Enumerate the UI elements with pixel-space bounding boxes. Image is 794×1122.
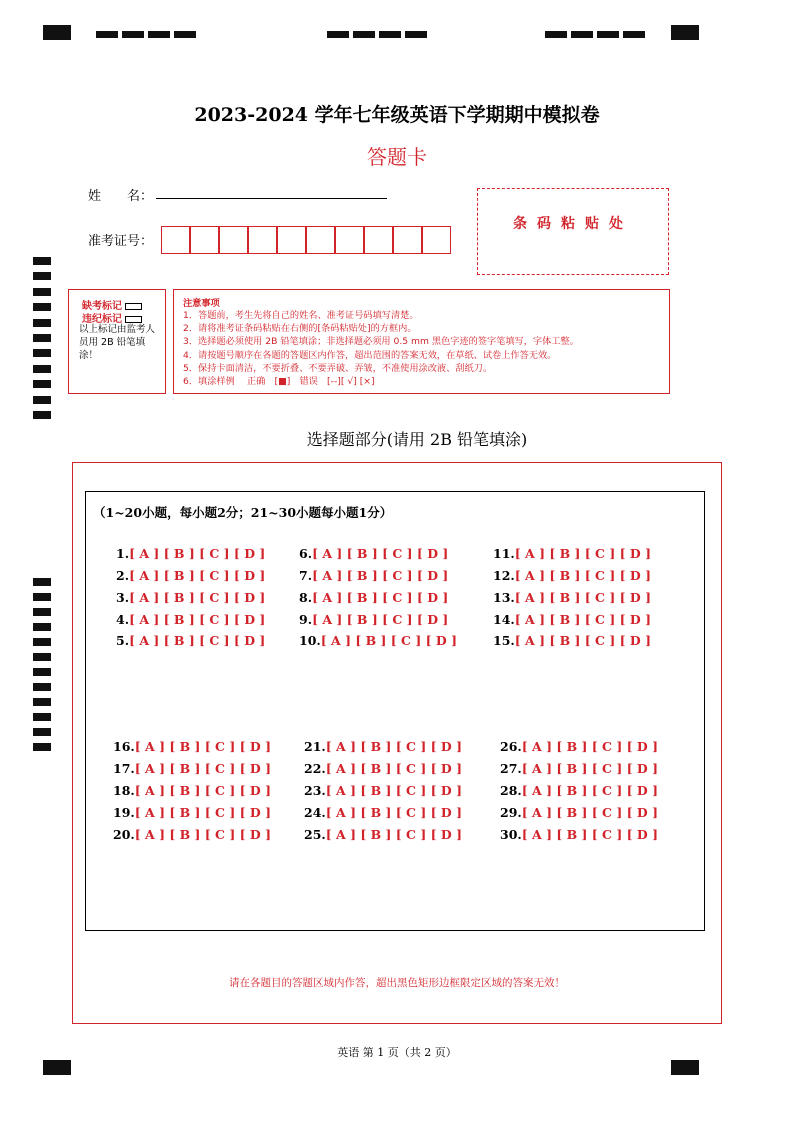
exam-id-digit-box[interactable] [248, 226, 277, 254]
question-row[interactable] [500, 739, 658, 754]
violation-checkbox[interactable] [125, 316, 142, 323]
question-row[interactable] [304, 827, 462, 842]
question-row[interactable] [299, 633, 457, 648]
timing-mark [33, 319, 51, 327]
answer-options[interactable]: [ A ] [ B ] [ C ] [ D ] [312, 568, 449, 583]
question-row[interactable] [116, 546, 265, 561]
timing-mark [33, 365, 51, 373]
timing-mark [33, 713, 51, 721]
timing-mark [33, 623, 51, 631]
corner-mark-top-right [671, 25, 699, 40]
question-number: 5. [116, 633, 130, 648]
exam-id-digit-box[interactable] [219, 226, 248, 254]
notice-box [173, 289, 670, 394]
timing-mark [174, 31, 196, 38]
absent-checkbox[interactable] [125, 303, 142, 310]
exam-id-digit-box[interactable] [393, 226, 422, 254]
question-row[interactable] [493, 568, 651, 583]
question-row[interactable] [113, 739, 271, 754]
question-row[interactable] [299, 546, 448, 561]
answer-options[interactable]: [ A ] [ B ] [ C ] [ D ] [325, 827, 462, 842]
question-number: 27. [500, 761, 522, 776]
question-number: 14. [493, 612, 515, 627]
question-row[interactable] [500, 827, 658, 842]
answer-options[interactable]: [ A ] [ B ] [ C ] [ D ] [134, 805, 271, 820]
corner-mark-bottom-right [671, 1060, 699, 1075]
notice-heading: 注意事项 [183, 298, 220, 309]
answer-options[interactable]: [ A ] [ B ] [ C ] [ D ] [129, 568, 266, 583]
question-number: 4. [116, 612, 130, 627]
question-row[interactable] [493, 633, 651, 648]
violation-label: 违纪标记 [82, 314, 122, 325]
timing-mark [545, 31, 567, 38]
score-instruction: （1~20小题，每小题2分；21~30小题每小题1分） [93, 505, 393, 520]
notice-item: 4．请按题号顺序在各题的答题区内作答，超出范围的答案无效，在草纸、试卷上作答无效。 [183, 349, 557, 361]
timing-mark [571, 31, 593, 38]
timing-mark [33, 728, 51, 736]
timing-mark [33, 288, 51, 296]
question-number: 30. [500, 827, 522, 842]
timing-mark [33, 698, 51, 706]
question-number: 2. [116, 568, 130, 583]
timing-mark [33, 668, 51, 676]
question-row[interactable] [299, 612, 448, 627]
answer-options[interactable]: [ A ] [ B ] [ C ] [ D ] [521, 827, 658, 842]
question-number: 13. [493, 590, 515, 605]
question-number: 29. [500, 805, 522, 820]
answer-options[interactable]: [ A ] [ B ] [ C ] [ D ] [325, 761, 462, 776]
answer-options[interactable]: [ A ] [ B ] [ C ] [ D ] [514, 633, 651, 648]
question-row[interactable] [113, 783, 271, 798]
section-title: 选择题部分(请用 2B 铅笔填涂) [306, 430, 528, 449]
answer-options[interactable]: [ A ] [ B ] [ C ] [ D ] [514, 590, 651, 605]
answer-options[interactable]: [ A ] [ B ] [ C ] [ D ] [312, 546, 449, 561]
question-row[interactable] [299, 590, 448, 605]
answer-warning: 请在各题目的答题区域内作答，超出黑色矩形边框限定区域的答案无效！ [229, 977, 565, 989]
exam-id-digit-box[interactable] [161, 226, 190, 254]
question-row[interactable] [493, 546, 651, 561]
question-row[interactable] [304, 783, 462, 798]
notice-item: 2．请将准考证条码粘贴在右侧的[条码粘贴处]的方框内。 [183, 323, 417, 335]
answer-options[interactable]: [ A ] [ B ] [ C ] [ D ] [320, 633, 457, 648]
question-number: 3. [116, 590, 130, 605]
exam-id-digit-box[interactable] [306, 226, 335, 254]
answer-options[interactable]: [ A ] [ B ] [ C ] [ D ] [514, 568, 651, 583]
question-number: 10. [299, 633, 321, 648]
timing-mark [96, 31, 118, 38]
timing-mark [33, 608, 51, 616]
timing-mark [33, 638, 51, 646]
question-row[interactable] [113, 805, 271, 820]
exam-id-digit-box[interactable] [335, 226, 364, 254]
page-footer: 英语 第 1 页（共 2 页） [337, 1046, 457, 1059]
answer-options[interactable]: [ A ] [ B ] [ C ] [ D ] [129, 590, 266, 605]
question-row[interactable] [116, 633, 265, 648]
question-row[interactable] [493, 612, 651, 627]
question-number: 8. [299, 590, 313, 605]
question-row[interactable] [116, 590, 265, 605]
proctor-note: 以上标记由监考人员用 2B 铅笔填涂！ [79, 324, 156, 361]
answer-options[interactable]: [ A ] [ B ] [ C ] [ D ] [514, 612, 651, 627]
question-number: 22. [304, 761, 326, 776]
answer-options[interactable]: [ A ] [ B ] [ C ] [ D ] [134, 761, 271, 776]
absent-violation-box [68, 289, 166, 394]
timing-mark [148, 31, 170, 38]
page-title: 2023-2024 学年七年级英语下学期期中模拟卷 [194, 104, 600, 126]
answer-options[interactable]: [ A ] [ B ] [ C ] [ D ] [134, 827, 271, 842]
timing-mark [33, 396, 51, 404]
corner-mark-bottom-left [43, 1060, 71, 1075]
timing-mark [353, 31, 375, 38]
timing-mark [33, 380, 51, 388]
exam-id-digit-box[interactable] [422, 226, 451, 254]
question-number: 18. [113, 783, 135, 798]
question-number: 16. [113, 739, 135, 754]
absent-label: 缺考标记 [82, 301, 122, 312]
answer-options[interactable]: [ A ] [ B ] [ C ] [ D ] [312, 612, 449, 627]
answer-options[interactable]: [ A ] [ B ] [ C ] [ D ] [129, 633, 266, 648]
question-row[interactable] [304, 761, 462, 776]
question-row[interactable] [116, 568, 265, 583]
notice-item: 1．答题前，考生先将自己的姓名、准考证号码填写清楚。 [183, 310, 419, 321]
answer-options[interactable]: [ A ] [ B ] [ C ] [ D ] [521, 761, 658, 776]
question-number: 26. [500, 739, 522, 754]
corner-mark-top-left [43, 25, 71, 40]
question-number: 28. [500, 783, 522, 798]
exam-id-digit-box[interactable] [277, 226, 306, 254]
timing-mark [33, 257, 51, 265]
timing-mark [33, 411, 51, 419]
timing-mark [33, 578, 51, 586]
question-number: 19. [113, 805, 135, 820]
timing-mark [33, 349, 51, 357]
timing-mark [33, 683, 51, 691]
question-row[interactable] [299, 568, 448, 583]
answer-options[interactable]: [ A ] [ B ] [ C ] [ D ] [521, 805, 658, 820]
answer-options[interactable]: [ A ] [ B ] [ C ] [ D ] [325, 805, 462, 820]
answer-options[interactable]: [ A ] [ B ] [ C ] [ D ] [134, 783, 271, 798]
timing-mark [405, 31, 427, 38]
answer-options[interactable]: [ A ] [ B ] [ C ] [ D ] [312, 590, 449, 605]
question-row[interactable] [113, 761, 271, 776]
timing-mark [33, 653, 51, 661]
question-number: 25. [304, 827, 326, 842]
barcode-area [477, 188, 669, 275]
timing-mark [33, 303, 51, 311]
notice-item: 6．填涂样例 正确 [■] 错误 [--][ √] [×] [183, 376, 375, 388]
question-number: 9. [299, 612, 313, 627]
answer-options[interactable]: [ A ] [ B ] [ C ] [ D ] [129, 612, 266, 627]
exam-id-digit-box[interactable] [190, 226, 219, 254]
exam-id-label: 准考证号： [88, 234, 154, 249]
question-number: 24. [304, 805, 326, 820]
answer-options[interactable]: [ A ] [ B ] [ C ] [ D ] [521, 739, 658, 754]
question-row[interactable] [500, 805, 658, 820]
answer-options[interactable]: [ A ] [ B ] [ C ] [ D ] [325, 739, 462, 754]
timing-mark [33, 743, 51, 751]
question-row[interactable] [500, 761, 658, 776]
question-row[interactable] [116, 612, 265, 627]
notice-item: 5．保持卡面清洁，不要折叠、不要弄破、弄皱，不准使用涂改液、刮纸刀。 [183, 362, 493, 374]
question-number: 11. [493, 546, 515, 561]
answer-options[interactable]: [ A ] [ B ] [ C ] [ D ] [129, 546, 266, 561]
timing-mark [33, 334, 51, 342]
question-row[interactable] [113, 827, 271, 842]
question-number: 15. [493, 633, 515, 648]
name-field[interactable] [156, 198, 387, 199]
question-number: 7. [299, 568, 313, 583]
timing-mark [379, 31, 401, 38]
answer-options[interactable]: [ A ] [ B ] [ C ] [ D ] [521, 783, 658, 798]
question-number: 17. [113, 761, 135, 776]
question-number: 6. [299, 546, 313, 561]
question-number: 20. [113, 827, 135, 842]
answer-options[interactable]: [ A ] [ B ] [ C ] [ D ] [134, 739, 271, 754]
page-subtitle: 答题卡 [367, 145, 427, 169]
question-row[interactable] [493, 590, 651, 605]
timing-mark [122, 31, 144, 38]
timing-mark [327, 31, 349, 38]
notice-item: 3．选择题必须使用 2B 铅笔填涂；非选择题必须用 0.5 mm 黑色字迹的签字笔填写，字体工整。 [183, 336, 579, 348]
question-number: 12. [493, 568, 515, 583]
question-row[interactable] [304, 739, 462, 754]
timing-mark [33, 593, 51, 601]
timing-mark [623, 31, 645, 38]
answer-options[interactable]: [ A ] [ B ] [ C ] [ D ] [325, 783, 462, 798]
answer-options[interactable]: [ A ] [ B ] [ C ] [ D ] [514, 546, 651, 561]
exam-id-digit-box[interactable] [364, 226, 393, 254]
question-number: 1. [116, 546, 130, 561]
question-row[interactable] [304, 805, 462, 820]
barcode-label: 条码粘贴处 [513, 216, 633, 232]
timing-mark [33, 272, 51, 280]
name-label: 姓 名： [88, 189, 154, 204]
question-row[interactable] [500, 783, 658, 798]
question-number: 23. [304, 783, 326, 798]
timing-mark [597, 31, 619, 38]
question-number: 21. [304, 739, 326, 754]
